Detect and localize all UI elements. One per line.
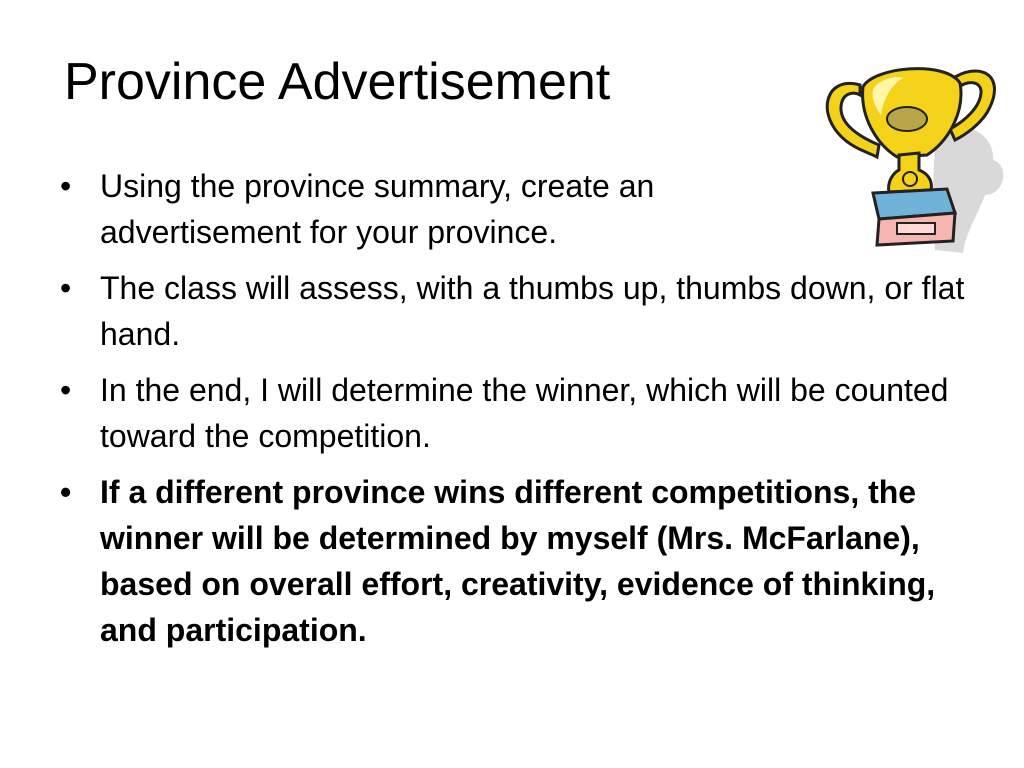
trophy-icon — [815, 45, 1010, 255]
bullet-item-bold — [58, 469, 968, 653]
bullet-item — [58, 367, 980, 459]
bullet-marker: • — [60, 372, 72, 408]
slide-title: Province Advertisement — [64, 53, 611, 111]
bullet-marker: • — [60, 474, 72, 510]
bullet-marker: • — [60, 168, 72, 204]
bullet-text: If a different province wins different competitions, the winner will be determined by myself (Mrs. McFarlane), based on overall effort, creativity, evidence of thinking, and participation. — [100, 474, 936, 648]
bullet-text: Using the province summary, create an advertisement for your province. — [100, 168, 655, 250]
bullet-item — [58, 163, 815, 255]
bullet-text: The class will assess, with a thumbs up, thumbs down, or flat hand. — [100, 270, 965, 352]
bullet-text: In the end, I will determine the winner, which will be counted toward the competition. — [100, 372, 949, 454]
bullet-item — [58, 265, 980, 357]
bullet-marker: • — [60, 270, 72, 306]
